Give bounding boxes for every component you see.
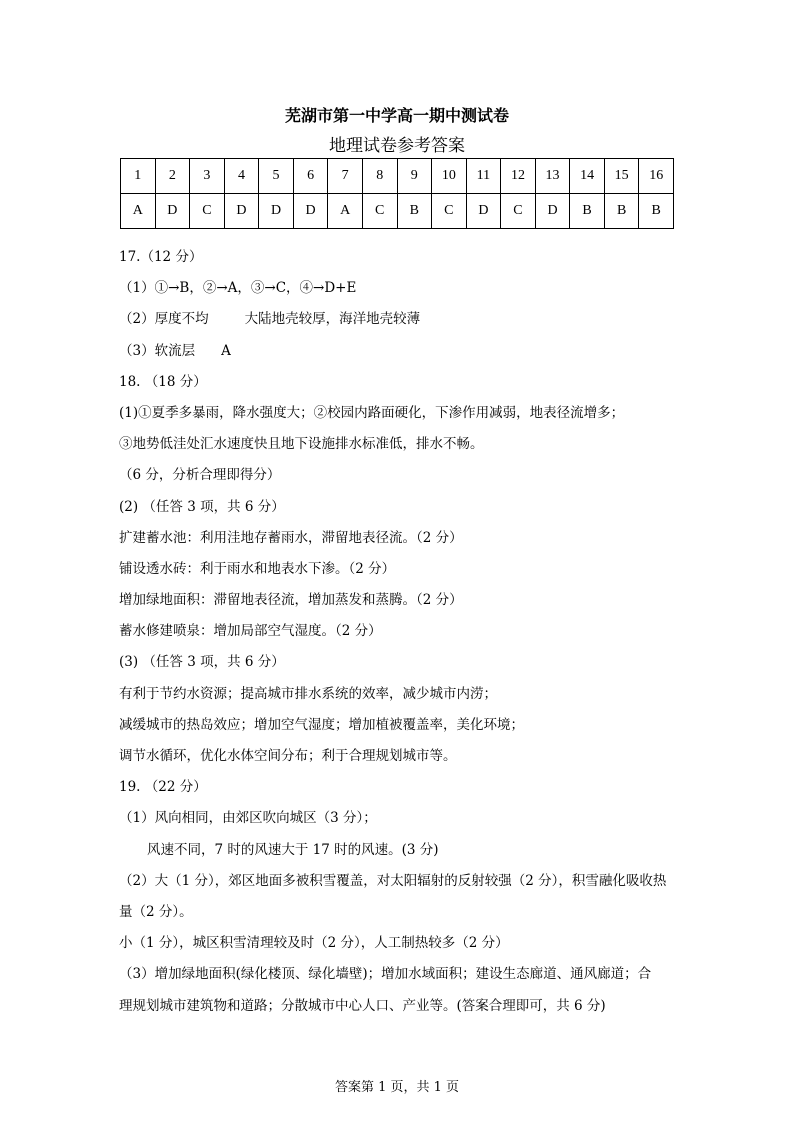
q19-line-4: 量（2 分）。 [119,903,193,920]
question-number-cell: 15 [604,159,639,194]
answer-content [119,242,679,1022]
q18-line-10: 有利于节约水资源；提高城市排水系统的效率，减少城市内涝； [119,685,497,702]
answer-key-subtitle: 地理试卷参考答案 [329,136,465,156]
question-number-cell: 5 [259,159,294,194]
answer-cell: B [397,194,432,229]
q17-part1: （1）①→B，②→A，③→C，④→D+E [119,280,357,297]
q18-line-8: 蓄水修建喷泉：增加局部空气湿度。（2 分） [119,623,382,640]
q18-line-12: 调节水循环，优化水体空间分布；利于合理规划城市等。 [119,748,457,764]
question-number-cell: 9 [397,159,432,194]
q17-part3 [119,336,679,367]
q18-line-4: (2) （任答 3 项，共 6 分） [119,498,285,515]
question-number-cell: 2 [155,159,190,194]
question-number-cell: 12 [501,159,536,194]
answer-row [121,194,674,229]
exam-title: 芜湖市第一中学高一期中测试卷 [284,106,509,125]
question-number-row [121,159,674,194]
answer-cell: A [328,194,363,229]
answer-cell: D [259,194,294,229]
question-number-cell: 7 [328,159,363,194]
question-number-cell: 8 [362,159,397,194]
answer-cell: D [535,194,570,229]
answer-cell: D [224,194,259,229]
answer-cell: B [639,194,674,229]
q17-part2 [119,304,679,335]
answer-cell: C [432,194,467,229]
question-number-cell: 6 [293,159,328,194]
q18-line-9: (3) （任答 3 项，共 6 分） [119,654,285,671]
q18-line-2: ③地势低洼处汇水速度快且地下设施排水标准低，排水不畅。 [119,436,484,453]
question-number-cell: 3 [190,159,225,194]
answer-cell: C [501,194,536,229]
q17-part3-answer-b: A [221,342,231,359]
q18-line-7: 增加绿地面积：滞留地表径流，增加蒸发和蒸腾。（2 分） [119,592,463,609]
answer-cell: B [570,194,605,229]
answer-cell: A [121,194,156,229]
question-number-cell: 1 [121,159,156,194]
q18-line-3: （6 分，分析合理即得分） [119,467,281,484]
q17-part2-answer-a: （2）厚度不均 [119,311,209,328]
question-number-cell: 16 [639,159,674,194]
page-footer: 答案第 1 页，共 1 页 [334,1080,460,1095]
q18-heading: 18. （18 分） [119,373,207,390]
answer-cell: C [190,194,225,229]
q19-line-7: 理规划城市建筑物和道路；分散城市中心人口、产业等。(答案合理即可，共 6 分) [119,997,606,1014]
q18-line-1: (1)①夏季多暴雨，降水强度大；②校园内路面硬化，下渗作用减弱，地表径流增多； [119,404,625,421]
question-number-cell: 14 [570,159,605,194]
q17-heading: 17.（12 分） [119,249,203,265]
question-number-cell: 10 [432,159,467,194]
q17-part2-answer-b: 大陆地壳较厚，海洋地壳较薄 [244,311,421,328]
question-number-cell: 4 [224,159,259,194]
q19-line-5: 小（1 分），城区积雪清理较及时（2 分），人工制热较多（2 分） [119,935,509,952]
q17-part3-answer-a: （3）软流层 [119,342,196,359]
answer-cell: D [155,194,190,229]
answer-table [120,158,674,229]
answer-cell: C [362,194,397,229]
q18-line-11: 减缓城市的热岛效应；增加空气湿度；增加植被覆盖率，美化环境； [119,716,524,733]
q18-line-6: 铺设透水砖：利于雨水和地表水下渗。（2 分） [119,560,396,577]
q18-line-5: 扩建蓄水池：利用洼地存蓄雨水，滞留地表径流。（2 分） [119,529,463,546]
q19-line-1: （1）风向相同，由郊区吹向城区（3 分）； [119,810,377,827]
q19-heading: 19. （22 分） [119,779,207,796]
q19-line-6: （3）增加绿地面积(绿化楼顶、绿化墙壁)；增加水域面积；建设生态廊道、通风廊道；合 [119,966,652,983]
q19-line-2: 风速不同，7 时的风速大于 17 时的风速。(3 分) [147,841,439,858]
question-number-cell: 11 [466,159,501,194]
answer-cell: B [604,194,639,229]
q19-line-3: （2）大（1 分），郊区地面多被积雪覆盖，对太阳辐射的反射较强（2 分），积雪融化吸收热 [119,872,667,889]
question-number-cell: 13 [535,159,570,194]
answer-cell: D [466,194,501,229]
answer-cell: D [293,194,328,229]
